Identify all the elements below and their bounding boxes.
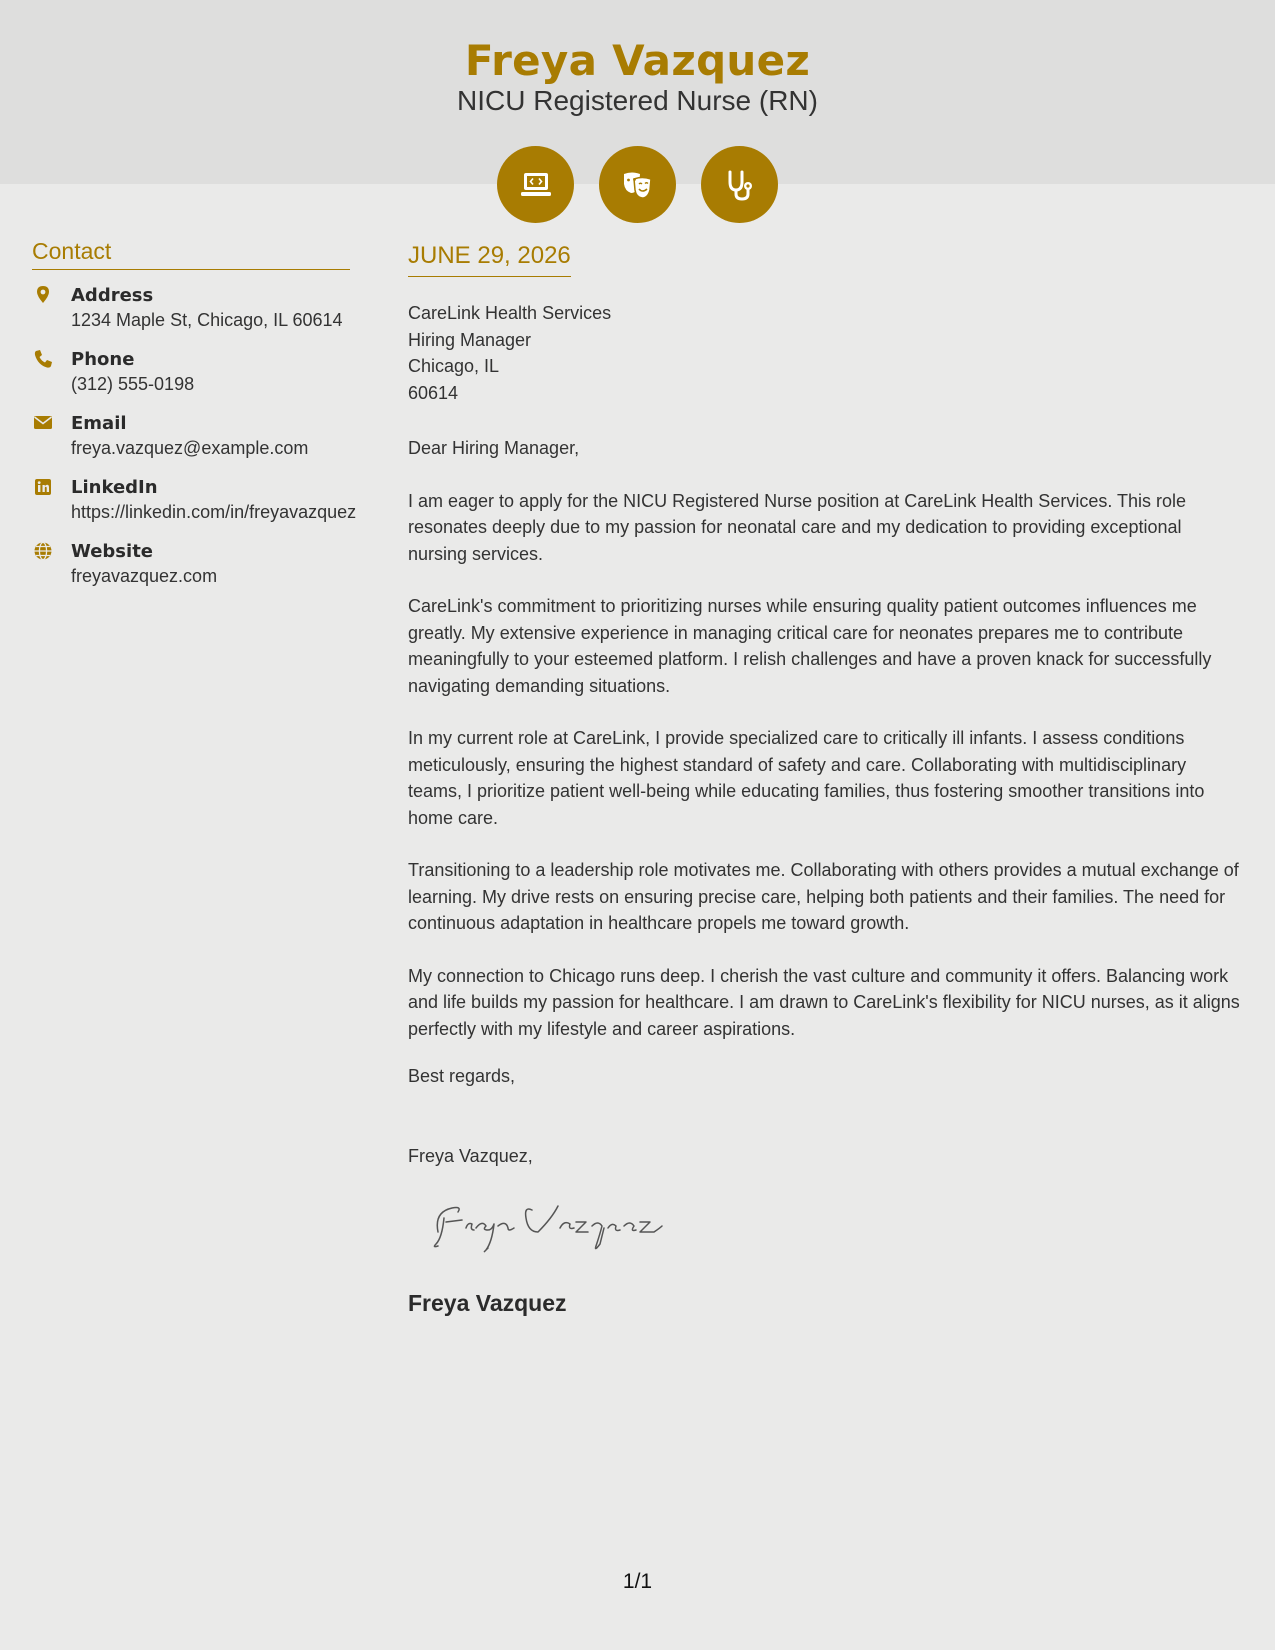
candidate-title: NICU Registered Nurse (RN) xyxy=(457,85,818,116)
stethoscope-icon xyxy=(701,146,778,223)
contact-label: Phone xyxy=(71,349,135,370)
salutation: Dear Hiring Manager, xyxy=(408,438,580,458)
body-paragraph: My connection to Chicago runs deep. I cherish the vast culture and community it offers. Balancing work and life builds my passion for healthcare. I am drawn to CareLink's flexibility for NICU nurses, as it aligns perfectly with my lifestyle and career aspirations. xyxy=(408,965,1240,1039)
contact-website xyxy=(32,540,362,589)
globe-icon xyxy=(32,540,54,562)
recipient-zip: 60614 xyxy=(408,382,459,403)
contact-value: 1234 Maple St, Chicago, IL 60614 xyxy=(71,310,343,330)
body-paragraph: CareLink's commitment to prioritizing nurses while ensuring quality patient outcomes influences me greatly. My extensive experience in managing critical care for neonates prepares me to contribute meaningfully to your esteemed platform. I relish challenges and have a proven knack for successfully navigating demanding situations. xyxy=(408,596,1212,696)
envelope-icon xyxy=(32,412,54,434)
handwritten-signature xyxy=(428,1198,668,1256)
contact-label: LinkedIn xyxy=(71,477,158,498)
page-number: 1/1 xyxy=(622,1570,653,1593)
contact-value[interactable]: freya.vazquez@example.com xyxy=(71,438,309,458)
phone-icon xyxy=(32,348,54,370)
laptop-code-icon xyxy=(497,146,574,223)
contact-email xyxy=(32,412,362,461)
theater-masks-icon xyxy=(599,146,676,223)
contact-address xyxy=(32,284,362,333)
contact-value[interactable]: freyavazquez.com xyxy=(71,566,218,586)
contact-label: Address xyxy=(71,285,154,306)
candidate-name: Freya Vazquez xyxy=(464,36,811,85)
contact-label: Email xyxy=(71,413,127,434)
linkedin-icon xyxy=(32,476,54,498)
contact-heading: Contact xyxy=(32,238,350,270)
printed-name: Freya Vazquez xyxy=(408,1290,567,1316)
contact-phone xyxy=(32,348,362,397)
contact-label: Website xyxy=(71,541,154,562)
recipient-block xyxy=(408,300,611,406)
location-pin-icon xyxy=(32,284,54,306)
contact-value: (312) 555-0198 xyxy=(71,374,195,394)
closing: Best regards, xyxy=(408,1066,516,1086)
letter-date: JUNE 29, 2026 xyxy=(408,242,571,277)
contact-linkedin xyxy=(32,476,362,525)
contact-list xyxy=(32,284,362,604)
recipient-company: CareLink Health Services xyxy=(408,303,612,323)
body-paragraph: Transitioning to a leadership role motivates me. Collaborating with others provides a mutual exchange of learning. My drive rests on ensuring precise care, helping both patients and their families. The need for continuous adaptation in healthcare propels me toward growth. xyxy=(408,860,1239,933)
body-paragraph: I am eager to apply for the NICU Registered Nurse position at CareLink Health Services. This role resonates deeply due to my passion for neonatal care and my dedication to providing exceptional nursing services. xyxy=(408,490,1187,564)
interest-icons xyxy=(0,146,1275,223)
body-paragraph: In my current role at CareLink, I provide specialized care to critically ill infants. I assess conditions meticulously, ensuring the highest standard of safety and care. Collaborating with multidisciplinary teams, I prioritize patient well-being while educating families, thus fostering smoother transitions into home care. xyxy=(408,728,1205,828)
recipient-role: Hiring Manager xyxy=(408,329,532,350)
signoff: Freya Vazquez, xyxy=(408,1146,533,1166)
recipient-city: Chicago, IL xyxy=(408,356,500,376)
letter-body xyxy=(408,435,1243,1068)
contact-value[interactable]: https://linkedin.com/in/freyavazquez xyxy=(71,502,357,522)
